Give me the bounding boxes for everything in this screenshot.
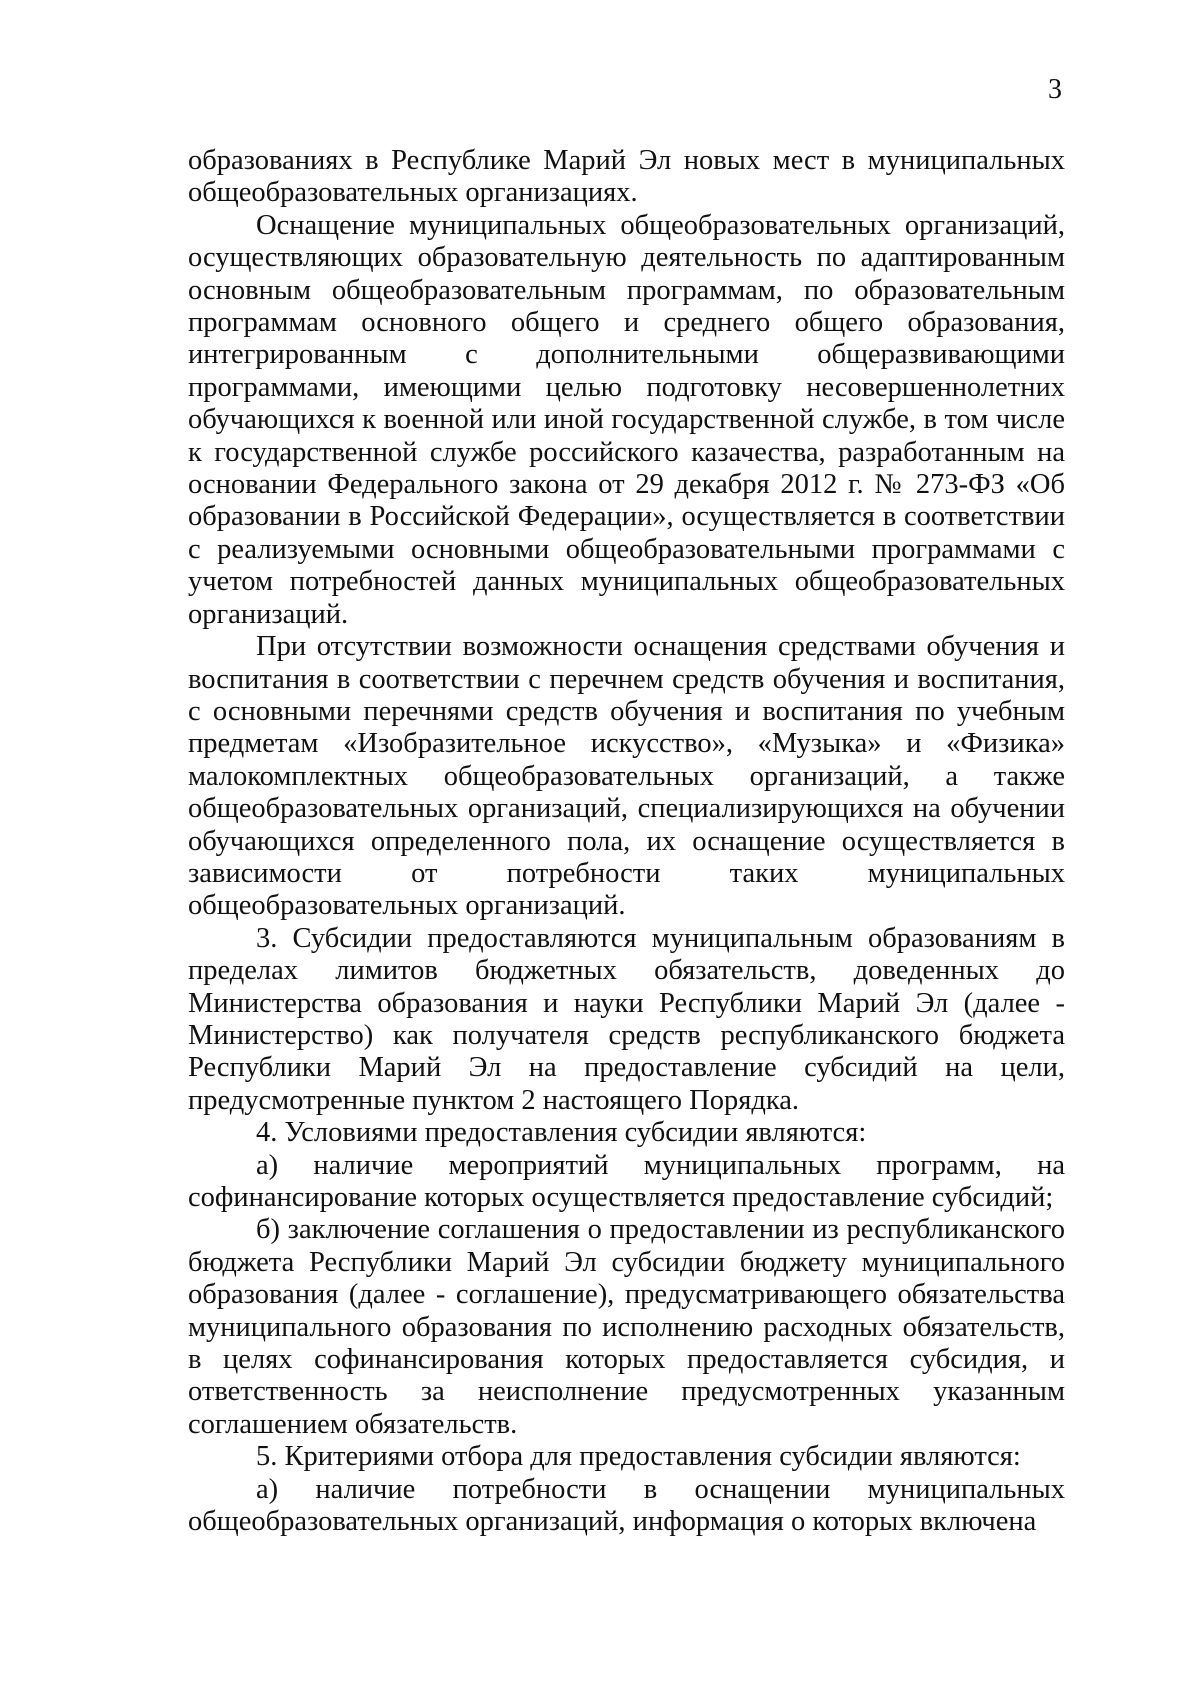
paragraph: а) наличие мероприятий муниципальных программ, на софинансирование которых осуществляется предоставление субсидий;: [188, 1149, 1065, 1213]
paragraph: Оснащение муниципальных общеобразовательных организаций, осуществляющих образовательную деятельность по адаптированным основным общеобразовательным программам, по образовательным программам основного общего и среднего общего образования, интегрированным с дополнительными общеразвивающими программами, имеющими целью подготовку несовершеннолетних обучающихся к военной или иной государственной службе, в том числе к государственной службе российского казачества, разработанным на основании Федерального закона от 29 декабря 2012 г. № 273-ФЗ «Об образовании в Российской Федерации», осуществляется в соответствии с реализуемыми основными общеобразовательными программами с учетом потребностей данных муниципальных общеобразовательных организаций.: [188, 209, 1065, 630]
paragraph: 3. Субсидии предоставляются муниципальным образованиям в пределах лимитов бюджетных обязательств, доведенных до Министерства образования и науки Республики Марий Эл (далее - Министерство) как получателя средств республиканского бюджета Республики Марий Эл на предоставление субсидий на цели, предусмотренные пунктом 2 настоящего Порядка.: [188, 922, 1065, 1116]
paragraph: При отсутствии возможности оснащения средствами обучения и воспитания в соответствии с перечнем средств обучения и воспитания, с основными перечнями средств обучения и воспитания по учебным предметам «Изобразительное искусство», «Музыка» и «Физика» малокомплектных общеобразовательных организаций, а также общеобразовательных организаций, специализирующихся на обучении обучающихся определенного пола, их оснащение осуществляется в зависимости от потребности таких муниципальных общеобразовательных организаций.: [188, 631, 1065, 922]
paragraph: образованиях в Республике Марий Эл новых мест в муниципальных общеобразовательных организациях.: [188, 145, 1065, 209]
paragraph: 4. Условиями предоставления субсидии являются:: [256, 1117, 867, 1149]
page-number: 3: [1048, 74, 1062, 105]
paragraph: а) наличие потребности в оснащении муниципальных общеобразовательных организаций, информация о которых включена: [188, 1473, 1065, 1538]
paragraph: 5. Критериями отбора для предоставления субсидии являются:: [256, 1441, 1021, 1473]
paragraph: б) заключение соглашения о предоставлении из республиканского бюджета Республики Марий Эл субсидии бюджету муниципального образования (далее - соглашение), предусматривающего обязательства муниципального образования по исполнению расходных обязательств, в целях софинансирования которых предоставляется субсидия, и ответственность за неисполнение предусмотренных указанным соглашением обязательств.: [188, 1214, 1065, 1440]
document-body: [188, 145, 1065, 1538]
